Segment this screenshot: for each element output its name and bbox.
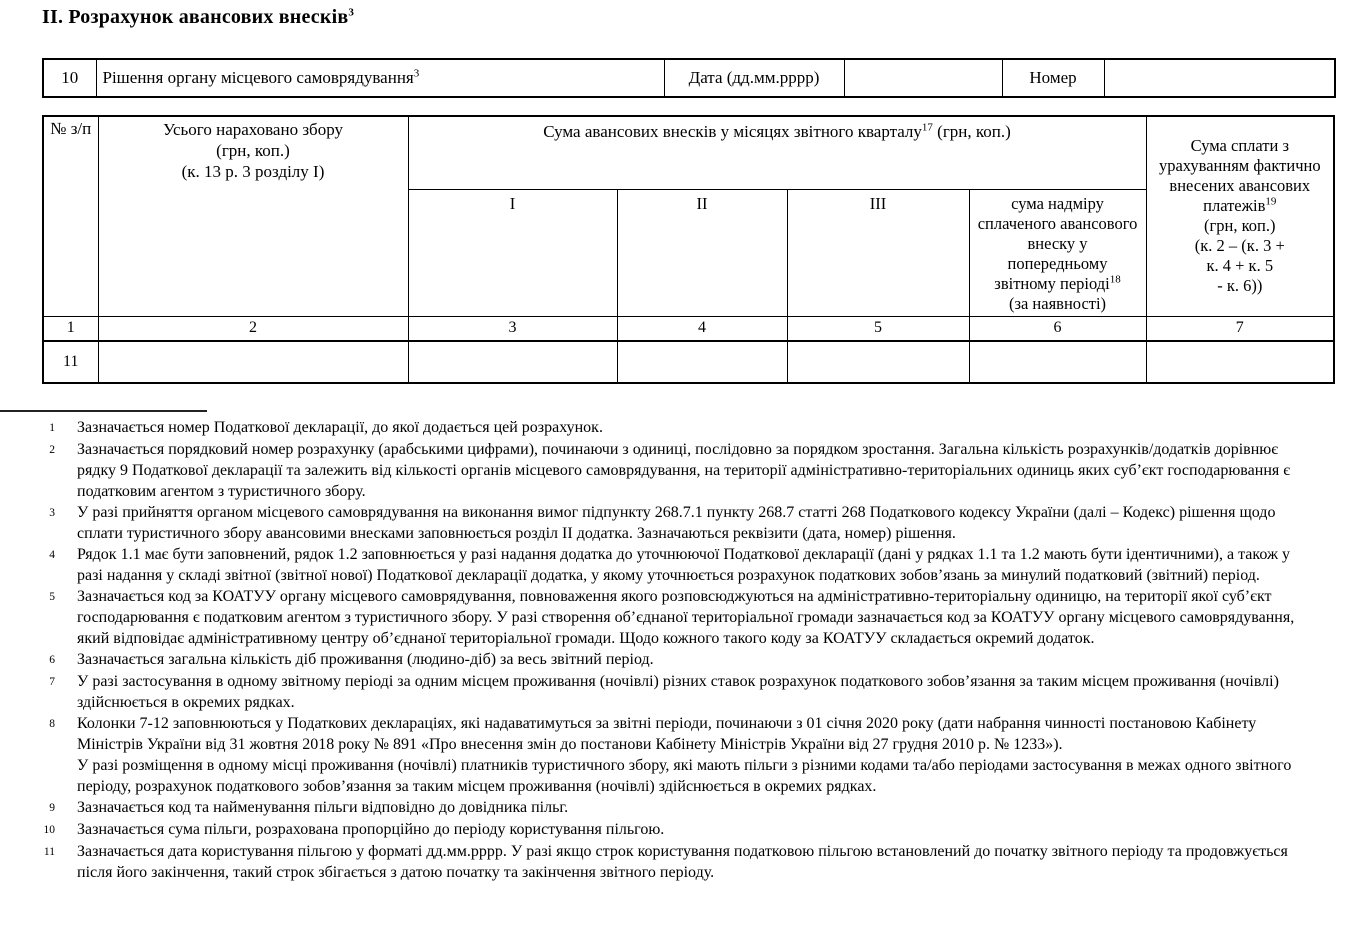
footnote-text: Зазначається загальна кількість діб проживання (людино-діб) за весь звітний період.	[77, 651, 654, 668]
total-accrued-line1: Усього нараховано збору	[163, 120, 343, 139]
footnote-8-paragraph-1: Колонки 7-12 заповнюються у Податкових деклараціях, які надаватимуться за звітні періоди, починаючи з 01 січня 2020 року (дати набрання чинності постановою Кабінету Міністрів України від 31 жовтня 2018 року № 891 «Про внесення змін до постанови Кабінету Міністрів України від 27 грудня 2010 р. № 1233»).	[77, 715, 1257, 753]
data-row-11	[43, 341, 1334, 383]
footnote-number: 1	[49, 422, 55, 434]
footnote-9	[0, 797, 1357, 819]
footnote-text: Зазначається порядковий номер розрахунку (арабськими цифрами), починаючи з одиниці, послідовно за порядком зростання. Загальна кількість розрахунків/додатків дорівнює рядку 9 Податкової декларації та залежить від кількості органів місцевого самоврядування, на території адміністративно-територіальних одиниць яких суб’єкт господарювання є податковим агентом з туристичного збору.	[77, 441, 1291, 500]
overpaid-availability: (за наявності)	[1008, 293, 1107, 313]
total-accrued-line2: (грн, коп.)	[216, 141, 290, 160]
footnote-text: У разі прийняття органом місцевого самоврядування на виконання вимог підпункту 268.7.1 пункту 268.7 статті 268 Податкового кодексу України (далі – Кодекс) рішення щодо сплати туристичного збору авансовими внесками заповнюється розділ ІІ додатка. Зазначаються реквізити (дата, номер) рішення.	[77, 504, 1276, 542]
col-number-2: 2	[98, 316, 408, 341]
section-title-text: ІІ. Розрахунок авансових внесків	[42, 6, 349, 28]
decision-row-number: 10	[43, 59, 96, 97]
footnote-number: 10	[43, 824, 55, 836]
footnote-ref-19: 19	[1265, 195, 1277, 208]
total-accrued-line3: (к. 13 р. 3 розділу І)	[181, 162, 325, 181]
sum-payment-line5: - к. 6))	[1217, 276, 1263, 296]
row-11-overpaid-cell[interactable]	[969, 341, 1146, 383]
footnote-number: 2	[49, 444, 55, 456]
footnote-text: Зазначається сума пільги, розрахована пропорційно до періоду користування пільгою.	[77, 821, 665, 838]
footnote-number: 7	[49, 676, 55, 688]
footnote-11	[0, 841, 1357, 883]
footnote-ref-17: 17	[921, 121, 933, 134]
group-header-advance-sums	[408, 116, 1146, 189]
footnote-ref-3: 3	[413, 67, 420, 80]
col-number-5: 5	[787, 316, 969, 341]
footnote-number: 8	[49, 718, 55, 730]
decision-label: Рішення органу місцевого самоврядування	[102, 68, 414, 87]
col-header-overpaid	[969, 189, 1146, 316]
col-header-sum-payment	[1146, 116, 1334, 316]
decision-table-row	[43, 59, 1335, 97]
footnote-5	[0, 586, 1357, 649]
col-number-4: 4	[617, 316, 787, 341]
footnote-ref-3: 3	[348, 6, 355, 19]
footnote-2	[0, 439, 1357, 502]
footnotes	[0, 417, 1357, 883]
date-value-cell[interactable]	[844, 59, 1002, 97]
footnote-text: У разі застосування в одному звітному періоді за одним місцем проживання (ночівлі) різних ставок розрахунок податкового зобов’язання за таким місцем проживання (ночівлі) здійснюється в окремих рядках.	[77, 673, 1279, 711]
row-11-sum-payment-cell[interactable]	[1146, 341, 1334, 383]
footnote-text: Рядок 1.1 має бути заповнений, рядок 1.2 заповнюється у разі надання додатка до уточнюючої Податкової декларації (дані у рядках 1.1 та 1.2 мають бути ідентичними), а також у разі надання у складі звітної (звітної нової) Податкової декларації додатка, у якому уточнюється розрахунок податкових зобов’язань за минулий податковий (звітний) період.	[77, 546, 1290, 584]
footnote-separator	[0, 410, 207, 412]
group-header-after: (грн, коп.)	[932, 122, 1011, 141]
footnote-number: 6	[49, 654, 55, 666]
footnote-number: 4	[49, 549, 55, 561]
footnote-text	[77, 713, 1309, 797]
overpaid-text: сума надміру сплаченого авансового внеску у попередньому звітному періоді	[977, 193, 1138, 293]
row-11-month1-cell[interactable]	[408, 341, 617, 383]
footnote-6	[0, 649, 1357, 671]
col-number-6: 6	[969, 316, 1146, 341]
sum-payment-text: Сума сплати з урахуванням фактично внесених авансових платежів	[1158, 136, 1321, 216]
footnote-text: Зазначається код та найменування пільги відповідно до довідника пільг.	[77, 799, 569, 816]
col-header-month-3: III	[787, 189, 969, 316]
header-row-top	[43, 116, 1334, 189]
footnote-8	[0, 713, 1357, 797]
footnote-text: Зазначається номер Податкової декларації, до якої додається цей розрахунок.	[77, 419, 603, 436]
col-header-total-accrued	[98, 116, 408, 316]
col-number-3: 3	[408, 316, 617, 341]
column-number-row	[43, 316, 1334, 341]
footnote-number: 11	[43, 846, 55, 858]
sum-payment-line2: (грн, коп.)	[1204, 216, 1276, 236]
footnote-number: 9	[49, 802, 55, 814]
sum-payment-line3: (к. 2 – (к. 3 +	[1194, 236, 1285, 256]
col-header-row-num: № з/п	[43, 116, 98, 316]
col-number-7: 7	[1146, 316, 1334, 341]
row-11-total-cell[interactable]	[98, 341, 408, 383]
date-label-cell: Дата (дд.мм.рррр)	[664, 59, 844, 97]
footnote-ref-18: 18	[1109, 273, 1121, 285]
footnote-10	[0, 819, 1357, 841]
sum-payment-line4: к. 4 + к. 5	[1206, 256, 1274, 276]
row-11-month2-cell[interactable]	[617, 341, 787, 383]
footnote-3	[0, 502, 1357, 544]
footnote-1	[0, 417, 1357, 439]
decision-table	[42, 58, 1336, 98]
footnote-4	[0, 544, 1357, 586]
footnote-number: 3	[49, 507, 55, 519]
number-label-cell: Номер	[1002, 59, 1104, 97]
group-header-text: Сума авансових внесків у місяцях звітного кварталу	[543, 122, 922, 141]
footnote-7	[0, 671, 1357, 713]
footnote-number: 5	[49, 591, 55, 603]
number-value-cell[interactable]	[1104, 59, 1335, 97]
col-header-month-1: I	[408, 189, 617, 316]
section-title	[42, 6, 354, 29]
col-number-1: 1	[43, 316, 98, 341]
advance-payments-table	[42, 115, 1335, 384]
row-11-number: 11	[43, 341, 98, 383]
footnote-text: Зазначається код за КОАТУУ органу місцевого самоврядування, повноваження якого розповсюджуються на адміністративно-територіальну одиницю, на території якої суб’єкт господарювання є податковим агентом з туристичного збору. У разі створення об’єднаної територіальної громади зазначається код за КОАТУУ органу місцевого самоврядування, який відповідає адміністративному центру об’єднаної територіальної громади. Щодо кожного такого коду за КОАТУУ складається окремий додаток.	[77, 588, 1295, 647]
footnote-8-paragraph-2: У разі розміщення в одному місці проживання (ночівлі) платників туристичного збору, які мають пільги з різними кодами та/або періодами застосування в межах одного звітного періоду, розрахунок податкового зобов’язання за таким місцем проживання (ночівлі) здійснюється в окремих рядках.	[77, 757, 1292, 795]
row-11-month3-cell[interactable]	[787, 341, 969, 383]
col-header-month-2: II	[617, 189, 787, 316]
decision-label-cell	[96, 59, 664, 97]
footnote-text: Зазначається дата користування пільгою у форматі дд.мм.рррр. У разі якщо строк користування податковою пільгою встановлений до початку звітного періоду та продовжується після його закінчення, такий строк збігається з датою початку та закінчення звітного періоду.	[77, 843, 1288, 881]
